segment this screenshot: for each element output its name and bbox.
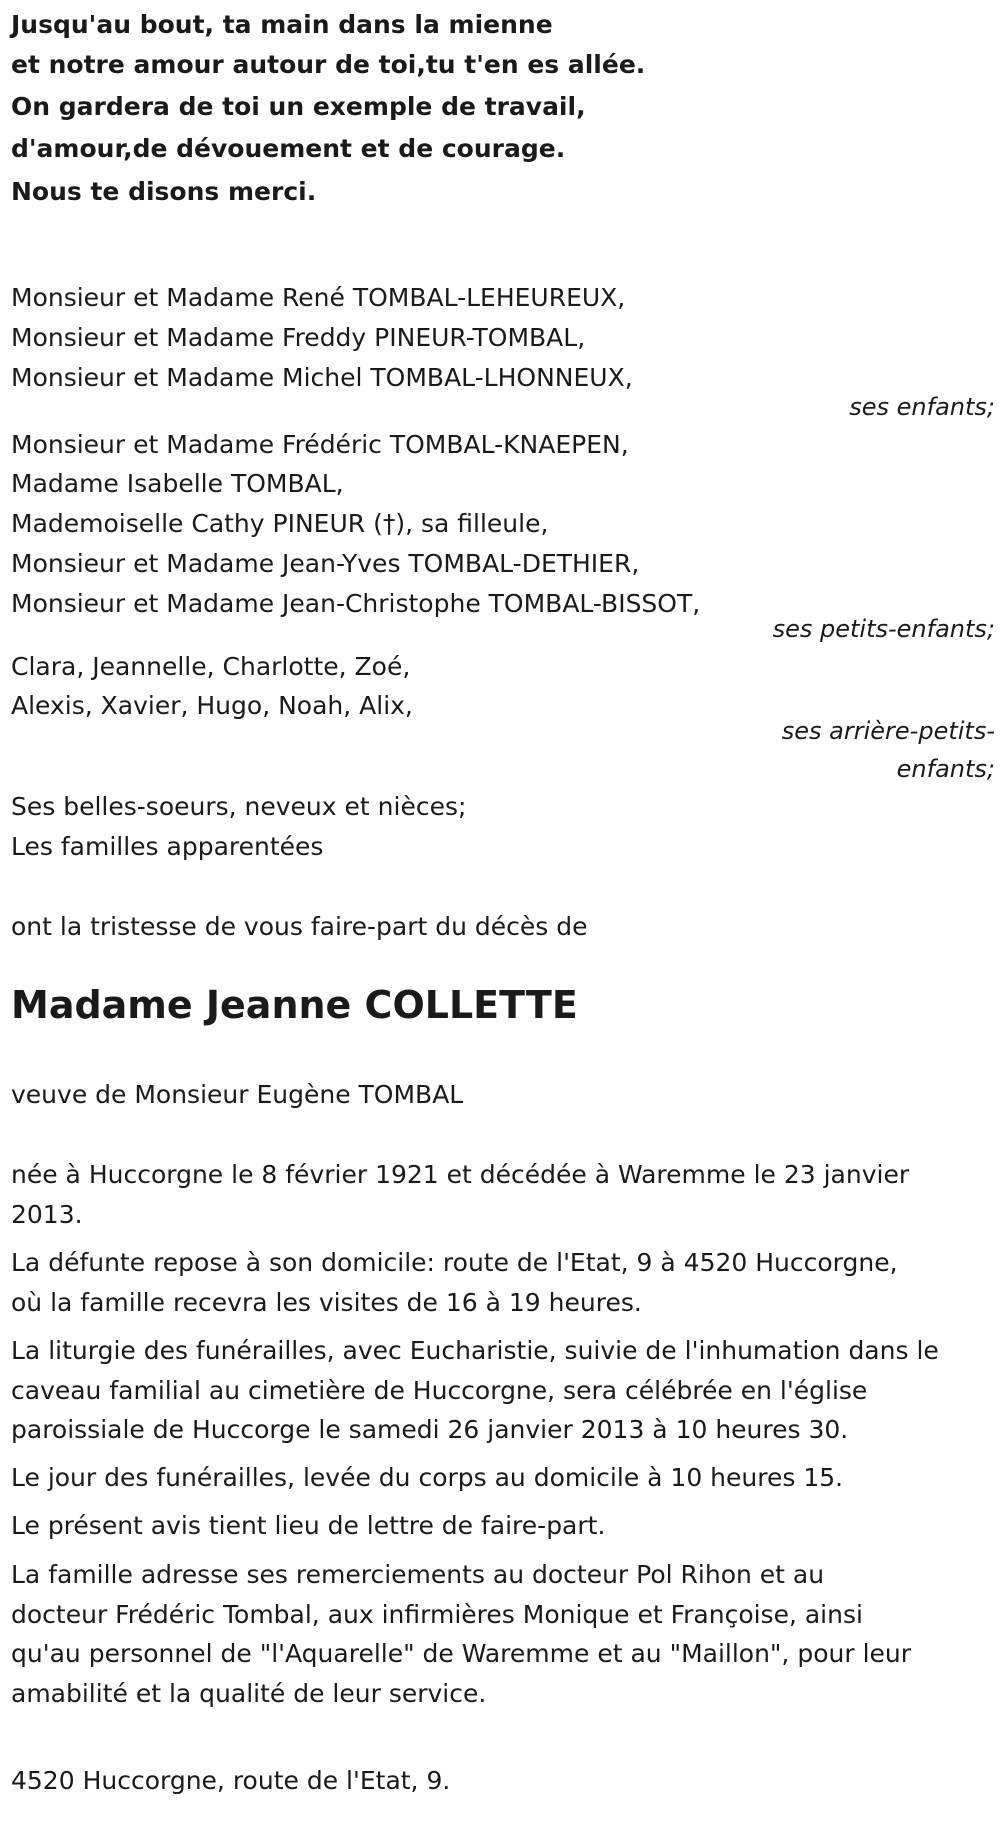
children-name: Monsieur et Madame Michel TOMBAL-LHONNEUX, <box>11 363 633 392</box>
grandchildren-name: Monsieur et Madame Jean-Yves TOMBAL-DETHIER, <box>11 549 640 578</box>
poem-line: Jusqu'au bout, ta main dans la mienne <box>11 10 553 39</box>
announcement: ont la tristesse de vous faire-part du décès de <box>11 912 588 941</box>
poem-line: Nous te disons merci. <box>11 177 317 206</box>
children-role: ses enfants; <box>849 393 995 421</box>
liturgy-line: caveau familial au cimetière de Huccorgne, sera célébrée en l'église <box>11 1376 868 1405</box>
notice-line: Le présent avis tient lieu de lettre de faire-part. <box>11 1511 606 1540</box>
deceased-name: Madame Jeanne COLLETTE <box>11 983 578 1027</box>
great-grandchildren-role-line: ses arrière-petits- <box>781 717 995 745</box>
relatives-line: Les familles apparentées <box>11 832 324 861</box>
children-name: Monsieur et Madame René TOMBAL-LEHEUREUX, <box>11 283 626 312</box>
thanks-line: La famille adresse ses remerciements au docteur Pol Rihon et au <box>11 1560 825 1589</box>
liturgy-line: La liturgie des funérailles, avec Eucharistie, suivie de l'inhumation dans le <box>11 1336 939 1365</box>
deceased-spouse: veuve de Monsieur Eugène TOMBAL <box>11 1080 464 1109</box>
relatives-line: Ses belles-soeurs, neveux et nièces; <box>11 792 467 821</box>
poem-line: d'amour,de dévouement et de courage. <box>11 134 566 163</box>
liturgy-line: paroissiale de Huccorge le samedi 26 janvier 2013 à 10 heures 30. <box>11 1415 849 1444</box>
great-grandchildren-name: Alexis, Xavier, Hugo, Noah, Alix, <box>11 691 413 720</box>
visitation-line: où la famille recevra les visites de 16 à 19 heures. <box>11 1288 642 1317</box>
funeral-day-line: Le jour des funérailles, levée du corps au domicile à 10 heures 15. <box>11 1463 844 1492</box>
thanks-line: docteur Frédéric Tombal, aux infirmières Monique et Françoise, ainsi <box>11 1600 863 1629</box>
address: 4520 Huccorgne, route de l'Etat, 9. <box>11 1766 451 1795</box>
thanks-line: qu'au personnel de "l'Aquarelle" de Waremme et au "Maillon", pour leur <box>11 1639 912 1668</box>
birth-death-line: née à Huccorgne le 8 février 1921 et décédée à Waremme le 23 janvier <box>11 1160 910 1189</box>
grandchildren-name: Monsieur et Madame Frédéric TOMBAL-KNAEPEN, <box>11 430 629 459</box>
grandchildren-name: Monsieur et Madame Jean-Christophe TOMBAL-BISSOT, <box>11 589 701 618</box>
birth-death-line: 2013. <box>11 1200 83 1229</box>
great-grandchildren-name: Clara, Jeannelle, Charlotte, Zoé, <box>11 652 411 681</box>
grandchildren-name: Mademoiselle Cathy PINEUR (†), sa filleule, <box>11 509 549 538</box>
grandchildren-role: ses petits-enfants; <box>772 615 995 643</box>
grandchildren-name: Madame Isabelle TOMBAL, <box>11 469 344 498</box>
great-grandchildren-role-line: enfants; <box>896 755 995 783</box>
children-name: Monsieur et Madame Freddy PINEUR-TOMBAL, <box>11 323 586 352</box>
poem-line: On gardera de toi un exemple de travail, <box>11 92 586 121</box>
visitation-line: La défunte repose à son domicile: route de l'Etat, 9 à 4520 Huccorgne, <box>11 1248 898 1277</box>
poem-line: et notre amour autour de toi,tu t'en es allée. <box>11 50 646 79</box>
thanks-line: amabilité et la qualité de leur service. <box>11 1679 487 1708</box>
